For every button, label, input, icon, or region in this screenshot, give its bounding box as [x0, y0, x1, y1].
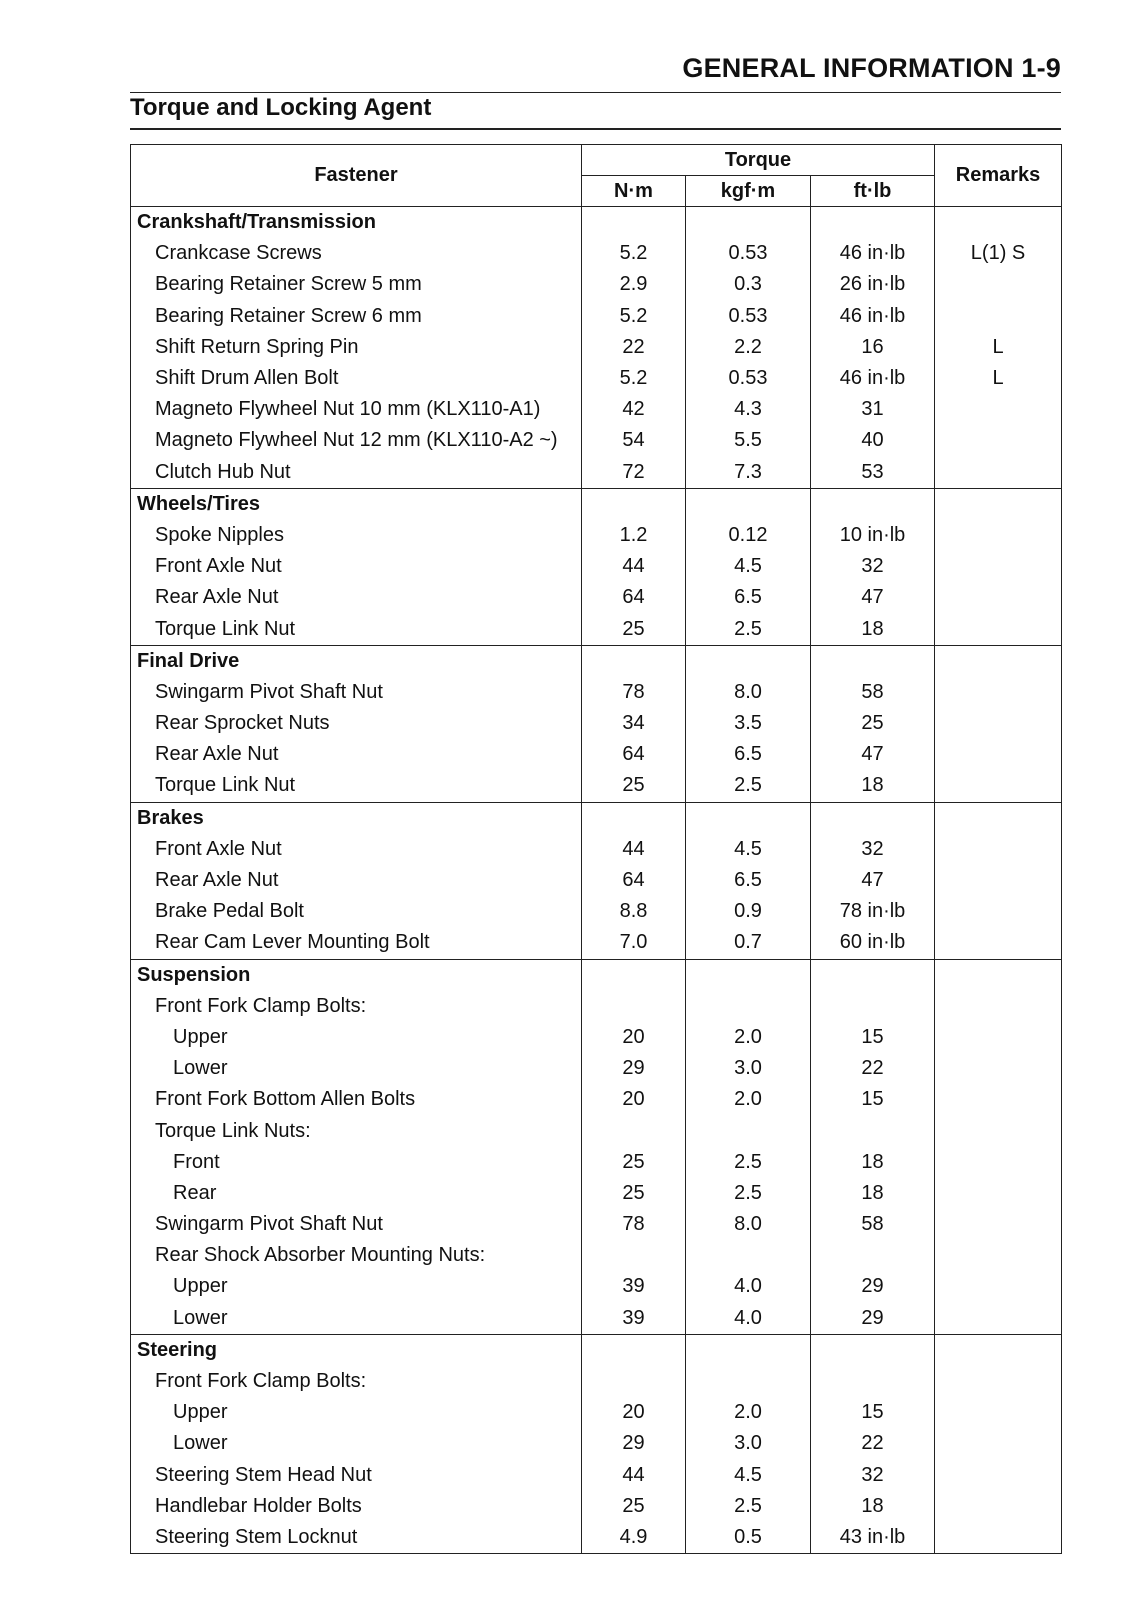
- fastener-name: Lower: [131, 1053, 582, 1084]
- kgfm-cell: 6.5: [686, 865, 811, 896]
- kgfm-cell: 0.5: [686, 1522, 811, 1554]
- remarks-cell: [935, 269, 1062, 300]
- group-name: Steering: [131, 1334, 582, 1366]
- nm-cell: [582, 207, 686, 239]
- fastener-name: Front Fork Clamp Bolts:: [131, 991, 582, 1022]
- table-row: [131, 865, 1062, 896]
- nm-cell: [582, 1334, 686, 1366]
- header-ftlb: ft·lb: [811, 176, 935, 207]
- table-row: [131, 238, 1062, 269]
- table-row: [131, 1303, 1062, 1335]
- ftlb-cell: 18: [811, 1178, 935, 1209]
- remarks-cell: [935, 613, 1062, 645]
- fastener-name: Rear Shock Absorber Mounting Nuts:: [131, 1240, 582, 1271]
- group-name: Wheels/Tires: [131, 488, 582, 520]
- fastener-name: Front: [131, 1147, 582, 1178]
- ftlb-cell: 58: [811, 1209, 935, 1240]
- nm-cell: 42: [582, 394, 686, 425]
- kgfm-cell: 8.0: [686, 1209, 811, 1240]
- fastener-name: Upper: [131, 1022, 582, 1053]
- table-row: [131, 332, 1062, 363]
- table-row: [131, 739, 1062, 770]
- remarks-cell: [935, 1209, 1062, 1240]
- kgfm-cell: 8.0: [686, 677, 811, 708]
- table-row: [131, 1209, 1062, 1240]
- ftlb-cell: 47: [811, 865, 935, 896]
- remarks-cell: [935, 959, 1062, 991]
- remarks-cell: [935, 1303, 1062, 1335]
- remarks-cell: [935, 488, 1062, 520]
- fastener-name: Rear Axle Nut: [131, 739, 582, 770]
- nm-cell: 25: [582, 1178, 686, 1209]
- fastener-name: Torque Link Nut: [131, 770, 582, 802]
- remarks-cell: L: [935, 363, 1062, 394]
- remarks-cell: [935, 207, 1062, 239]
- torque-table-body: [131, 207, 1062, 1554]
- fastener-name: Shift Return Spring Pin: [131, 332, 582, 363]
- fastener-name: Crankcase Screws: [131, 238, 582, 269]
- fastener-name: Front Axle Nut: [131, 551, 582, 582]
- remarks-cell: [935, 1115, 1062, 1146]
- section-title: [130, 90, 1061, 130]
- fastener-name: Upper: [131, 1271, 582, 1302]
- nm-cell: 20: [582, 1084, 686, 1115]
- table-row: [131, 1147, 1062, 1178]
- group-header-row: [131, 207, 1062, 239]
- kgfm-cell: 0.53: [686, 301, 811, 332]
- kgfm-cell: 0.53: [686, 363, 811, 394]
- header-fastener: Fastener: [131, 145, 582, 207]
- group-name: Suspension: [131, 959, 582, 991]
- table-row: [131, 1366, 1062, 1397]
- table-row: [131, 896, 1062, 927]
- kgfm-cell: [686, 802, 811, 834]
- fastener-name: Rear Cam Lever Mounting Bolt: [131, 927, 582, 959]
- kgfm-cell: [686, 1334, 811, 1366]
- remarks-cell: [935, 1053, 1062, 1084]
- kgfm-cell: 4.3: [686, 394, 811, 425]
- ftlb-cell: 47: [811, 582, 935, 613]
- nm-cell: 25: [582, 1491, 686, 1522]
- kgfm-cell: 3.5: [686, 708, 811, 739]
- table-row: [131, 1240, 1062, 1271]
- nm-cell: 72: [582, 457, 686, 489]
- ftlb-cell: 18: [811, 613, 935, 645]
- ftlb-cell: 15: [811, 1084, 935, 1115]
- page-header: [130, 48, 1061, 93]
- group-header-row: [131, 645, 1062, 677]
- group-header-row: [131, 1334, 1062, 1366]
- ftlb-cell: [811, 1115, 935, 1146]
- fastener-name: Handlebar Holder Bolts: [131, 1491, 582, 1522]
- nm-cell: 44: [582, 834, 686, 865]
- kgfm-cell: [686, 959, 811, 991]
- group-name: Brakes: [131, 802, 582, 834]
- table-row: [131, 1022, 1062, 1053]
- fastener-name: Rear Axle Nut: [131, 582, 582, 613]
- fastener-name: Magneto Flywheel Nut 10 mm (KLX110-A1): [131, 394, 582, 425]
- fastener-name: Bearing Retainer Screw 5 mm: [131, 269, 582, 300]
- kgfm-cell: 0.12: [686, 520, 811, 551]
- remarks-cell: [935, 1366, 1062, 1397]
- kgfm-cell: 7.3: [686, 457, 811, 489]
- kgfm-cell: 0.3: [686, 269, 811, 300]
- remarks-cell: [935, 708, 1062, 739]
- kgfm-cell: 4.0: [686, 1271, 811, 1302]
- table-row: [131, 1271, 1062, 1302]
- table-row: [131, 1084, 1062, 1115]
- nm-cell: [582, 1366, 686, 1397]
- nm-cell: 78: [582, 677, 686, 708]
- nm-cell: 64: [582, 739, 686, 770]
- group-name: Final Drive: [131, 645, 582, 677]
- kgfm-cell: 4.5: [686, 551, 811, 582]
- ftlb-cell: 46 in·lb: [811, 238, 935, 269]
- ftlb-cell: 46 in·lb: [811, 363, 935, 394]
- remarks-cell: [935, 1271, 1062, 1302]
- remarks-cell: [935, 1397, 1062, 1428]
- fastener-name: Bearing Retainer Screw 6 mm: [131, 301, 582, 332]
- nm-cell: [582, 991, 686, 1022]
- remarks-cell: [935, 802, 1062, 834]
- fastener-name: Front Axle Nut: [131, 834, 582, 865]
- remarks-cell: [935, 677, 1062, 708]
- remarks-cell: [935, 1460, 1062, 1491]
- remarks-cell: [935, 394, 1062, 425]
- remarks-cell: [935, 991, 1062, 1022]
- ftlb-cell: 18: [811, 1147, 935, 1178]
- kgfm-cell: 6.5: [686, 739, 811, 770]
- table-row: [131, 1491, 1062, 1522]
- table-row: [131, 1115, 1062, 1146]
- nm-cell: [582, 802, 686, 834]
- remarks-cell: [935, 1334, 1062, 1366]
- table-row: [131, 677, 1062, 708]
- ftlb-cell: 16: [811, 332, 935, 363]
- group-header-row: [131, 802, 1062, 834]
- table-row: [131, 551, 1062, 582]
- remarks-cell: L(1) S: [935, 238, 1062, 269]
- table-row: [131, 1178, 1062, 1209]
- remarks-cell: [935, 1178, 1062, 1209]
- ftlb-cell: 26 in·lb: [811, 269, 935, 300]
- remarks-cell: [935, 457, 1062, 489]
- kgfm-cell: 2.5: [686, 1178, 811, 1209]
- header-torque: Torque: [582, 145, 935, 176]
- ftlb-cell: [811, 488, 935, 520]
- ftlb-cell: 22: [811, 1428, 935, 1459]
- ftlb-cell: 47: [811, 739, 935, 770]
- fastener-name: Rear Sprocket Nuts: [131, 708, 582, 739]
- ftlb-cell: [811, 991, 935, 1022]
- ftlb-cell: 46 in·lb: [811, 301, 935, 332]
- fastener-name: Rear: [131, 1178, 582, 1209]
- nm-cell: 7.0: [582, 927, 686, 959]
- nm-cell: 20: [582, 1022, 686, 1053]
- nm-cell: 5.2: [582, 363, 686, 394]
- nm-cell: 25: [582, 1147, 686, 1178]
- ftlb-cell: [811, 802, 935, 834]
- remarks-cell: [935, 645, 1062, 677]
- table-row: [131, 1397, 1062, 1428]
- nm-cell: 29: [582, 1428, 686, 1459]
- table-row: [131, 927, 1062, 959]
- table-row: [131, 582, 1062, 613]
- table-row: [131, 269, 1062, 300]
- fastener-name: Front Fork Bottom Allen Bolts: [131, 1084, 582, 1115]
- table-row: [131, 425, 1062, 456]
- fastener-name: Upper: [131, 1397, 582, 1428]
- header-kgfm: kgf·m: [686, 176, 811, 207]
- fastener-name: Lower: [131, 1428, 582, 1459]
- ftlb-cell: 18: [811, 770, 935, 802]
- kgfm-cell: [686, 1366, 811, 1397]
- nm-cell: 54: [582, 425, 686, 456]
- table-row: [131, 394, 1062, 425]
- kgfm-cell: [686, 645, 811, 677]
- kgfm-cell: 2.5: [686, 1491, 811, 1522]
- ftlb-cell: 15: [811, 1022, 935, 1053]
- ftlb-cell: [811, 1366, 935, 1397]
- nm-cell: 39: [582, 1303, 686, 1335]
- ftlb-cell: 43 in·lb: [811, 1522, 935, 1554]
- nm-cell: 5.2: [582, 301, 686, 332]
- fastener-name: Front Fork Clamp Bolts:: [131, 1366, 582, 1397]
- kgfm-cell: [686, 207, 811, 239]
- remarks-cell: [935, 834, 1062, 865]
- fastener-name: Steering Stem Head Nut: [131, 1460, 582, 1491]
- kgfm-cell: 0.9: [686, 896, 811, 927]
- kgfm-cell: 2.0: [686, 1084, 811, 1115]
- kgfm-cell: [686, 488, 811, 520]
- kgfm-cell: 2.0: [686, 1397, 811, 1428]
- kgfm-cell: [686, 1115, 811, 1146]
- table-row: [131, 1428, 1062, 1459]
- nm-cell: 29: [582, 1053, 686, 1084]
- remarks-cell: [935, 1491, 1062, 1522]
- nm-cell: 20: [582, 1397, 686, 1428]
- ftlb-cell: [811, 207, 935, 239]
- ftlb-cell: [811, 1334, 935, 1366]
- nm-cell: 44: [582, 1460, 686, 1491]
- kgfm-cell: 2.2: [686, 332, 811, 363]
- group-header-row: [131, 488, 1062, 520]
- ftlb-cell: [811, 959, 935, 991]
- remarks-cell: [935, 865, 1062, 896]
- page-header-text: GENERAL INFORMATION 1-9: [682, 53, 1061, 83]
- remarks-cell: [935, 1428, 1062, 1459]
- ftlb-cell: 25: [811, 708, 935, 739]
- nm-cell: 34: [582, 708, 686, 739]
- ftlb-cell: 29: [811, 1303, 935, 1335]
- table-row: [131, 1460, 1062, 1491]
- ftlb-cell: 18: [811, 1491, 935, 1522]
- remarks-cell: [935, 551, 1062, 582]
- ftlb-cell: 15: [811, 1397, 935, 1428]
- table-row: [131, 457, 1062, 489]
- kgfm-cell: 0.53: [686, 238, 811, 269]
- torque-table: [130, 144, 1062, 1554]
- fastener-name: Brake Pedal Bolt: [131, 896, 582, 927]
- remarks-cell: [935, 1084, 1062, 1115]
- remarks-cell: [935, 739, 1062, 770]
- remarks-cell: L: [935, 332, 1062, 363]
- table-row: [131, 520, 1062, 551]
- fastener-name: Torque Link Nuts:: [131, 1115, 582, 1146]
- fastener-name: Torque Link Nut: [131, 613, 582, 645]
- fastener-name: Lower: [131, 1303, 582, 1335]
- kgfm-cell: 2.5: [686, 770, 811, 802]
- kgfm-cell: 4.5: [686, 834, 811, 865]
- nm-cell: 25: [582, 770, 686, 802]
- header-nm: N·m: [582, 176, 686, 207]
- ftlb-cell: 29: [811, 1271, 935, 1302]
- nm-cell: 22: [582, 332, 686, 363]
- nm-cell: 64: [582, 582, 686, 613]
- remarks-cell: [935, 301, 1062, 332]
- remarks-cell: [935, 927, 1062, 959]
- ftlb-cell: 32: [811, 834, 935, 865]
- remarks-cell: [935, 1522, 1062, 1554]
- ftlb-cell: 22: [811, 1053, 935, 1084]
- nm-cell: [582, 959, 686, 991]
- table-row: [131, 834, 1062, 865]
- nm-cell: 78: [582, 1209, 686, 1240]
- ftlb-cell: 53: [811, 457, 935, 489]
- ftlb-cell: 32: [811, 551, 935, 582]
- nm-cell: 5.2: [582, 238, 686, 269]
- nm-cell: [582, 645, 686, 677]
- ftlb-cell: 60 in·lb: [811, 927, 935, 959]
- remarks-cell: [935, 1240, 1062, 1271]
- table-row: [131, 708, 1062, 739]
- torque-table-header: [131, 145, 1062, 207]
- nm-cell: [582, 1115, 686, 1146]
- remarks-cell: [935, 1147, 1062, 1178]
- remarks-cell: [935, 1022, 1062, 1053]
- nm-cell: 25: [582, 613, 686, 645]
- ftlb-cell: [811, 645, 935, 677]
- table-row: [131, 363, 1062, 394]
- fastener-name: Magneto Flywheel Nut 12 mm (KLX110-A2 ~): [131, 425, 582, 456]
- kgfm-cell: [686, 991, 811, 1022]
- ftlb-cell: [811, 1240, 935, 1271]
- nm-cell: 44: [582, 551, 686, 582]
- fastener-name: Swingarm Pivot Shaft Nut: [131, 1209, 582, 1240]
- kgfm-cell: [686, 1240, 811, 1271]
- nm-cell: 64: [582, 865, 686, 896]
- table-row: [131, 301, 1062, 332]
- remarks-cell: [935, 770, 1062, 802]
- table-row: [131, 991, 1062, 1022]
- fastener-name: Steering Stem Locknut: [131, 1522, 582, 1554]
- table-row: [131, 770, 1062, 802]
- ftlb-cell: 31: [811, 394, 935, 425]
- nm-cell: [582, 488, 686, 520]
- kgfm-cell: 2.0: [686, 1022, 811, 1053]
- kgfm-cell: 5.5: [686, 425, 811, 456]
- table-row: [131, 613, 1062, 645]
- section-title-text: Torque and Locking Agent: [130, 94, 432, 121]
- group-name: Crankshaft/Transmission: [131, 207, 582, 239]
- remarks-cell: [935, 582, 1062, 613]
- nm-cell: 8.8: [582, 896, 686, 927]
- ftlb-cell: 10 in·lb: [811, 520, 935, 551]
- nm-cell: 39: [582, 1271, 686, 1302]
- fastener-name: Swingarm Pivot Shaft Nut: [131, 677, 582, 708]
- remarks-cell: [935, 425, 1062, 456]
- ftlb-cell: 32: [811, 1460, 935, 1491]
- kgfm-cell: 6.5: [686, 582, 811, 613]
- kgfm-cell: 3.0: [686, 1428, 811, 1459]
- kgfm-cell: 2.5: [686, 1147, 811, 1178]
- nm-cell: [582, 1240, 686, 1271]
- group-header-row: [131, 959, 1062, 991]
- table-row: [131, 1522, 1062, 1554]
- ftlb-cell: 40: [811, 425, 935, 456]
- remarks-cell: [935, 520, 1062, 551]
- kgfm-cell: 2.5: [686, 613, 811, 645]
- kgfm-cell: 0.7: [686, 927, 811, 959]
- nm-cell: 1.2: [582, 520, 686, 551]
- header-remarks: Remarks: [935, 145, 1062, 207]
- fastener-name: Rear Axle Nut: [131, 865, 582, 896]
- nm-cell: 4.9: [582, 1522, 686, 1554]
- kgfm-cell: 4.0: [686, 1303, 811, 1335]
- remarks-cell: [935, 896, 1062, 927]
- ftlb-cell: 78 in·lb: [811, 896, 935, 927]
- fastener-name: Spoke Nipples: [131, 520, 582, 551]
- kgfm-cell: 4.5: [686, 1460, 811, 1491]
- ftlb-cell: 58: [811, 677, 935, 708]
- kgfm-cell: 3.0: [686, 1053, 811, 1084]
- nm-cell: 2.9: [582, 269, 686, 300]
- table-row: [131, 1053, 1062, 1084]
- fastener-name: Clutch Hub Nut: [131, 457, 582, 489]
- fastener-name: Shift Drum Allen Bolt: [131, 363, 582, 394]
